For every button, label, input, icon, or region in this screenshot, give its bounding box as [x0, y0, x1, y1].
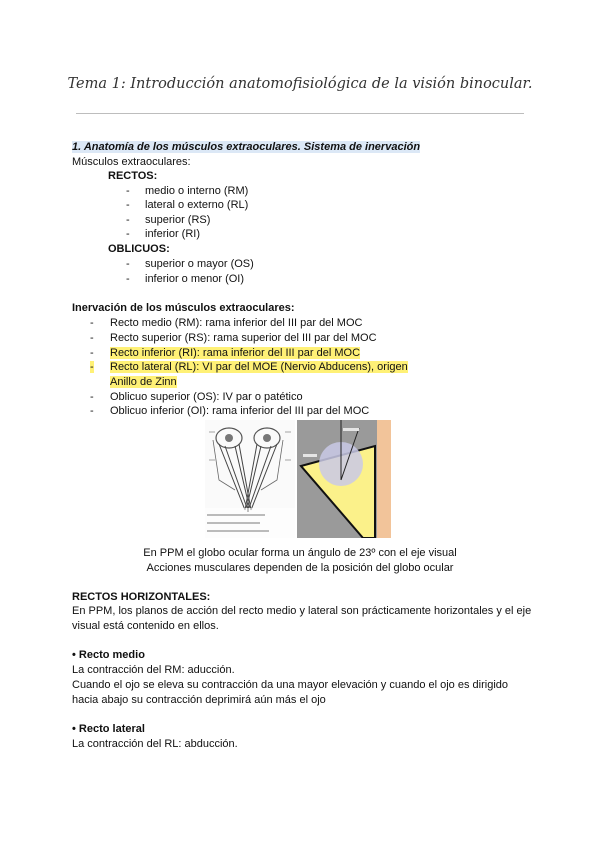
list-item: - [126, 273, 130, 285]
recto-medio-heading: • Recto medio [72, 649, 145, 661]
oblicuos-label-wrap: OBLICUOS: [108, 243, 170, 255]
inervacion-item-highlighted: Recto lateral (RL): VI par del MOE (Nervio Abducens), origen [110, 361, 408, 373]
figure-caption-line-1: En PPM el globo ocular forma un ángulo de 23º con el eje visual [143, 547, 457, 559]
list-item: - [90, 361, 94, 373]
list-item: - [90, 405, 94, 417]
inervacion-item: Recto superior (RS): rama superior del III par del MOC [110, 332, 377, 344]
angle-illustration [297, 420, 391, 538]
section-heading: 1. Anatomía de los músculos extraoculares. Sistema de inervación [72, 141, 421, 153]
inervacion-item: Recto medio (RM): rama inferior del III par del MOC [110, 317, 363, 329]
oblicuos-label: OBLICUOS [108, 243, 167, 255]
gaze-angle-diagram [297, 420, 391, 538]
rectos-label: RECTOS [108, 170, 154, 182]
list-item: - [126, 214, 130, 226]
inervacion-item-highlighted: Anillo de Zinn [110, 376, 177, 388]
inervacion-item: Oblicuo superior (OS): IV par o patético [110, 391, 303, 403]
rectos-item: lateral o externo (RL) [145, 199, 249, 211]
page-title: Tema 1: Introducción anatomofisiológica de la visión binocular. [67, 76, 533, 92]
inervacion-item-wrap [110, 360, 408, 374]
oblicuos-item: inferior o menor (OI) [145, 273, 245, 285]
figure-caption-line-2: Acciones musculares dependen de la posición del globo ocular [146, 562, 454, 574]
recto-medio-line-1: La contracción del RM: aducción. [72, 664, 235, 676]
list-item: - [90, 347, 94, 359]
inervacion-item-wrap [110, 375, 177, 389]
list-item: - [90, 332, 94, 344]
title-divider [76, 113, 524, 114]
rectos-item: superior (RS) [145, 214, 211, 226]
rectos-item: inferior (RI) [145, 228, 201, 240]
list-item: - [90, 317, 94, 329]
recto-medio-line-2: Cuando el ojo se eleva su contracción da una mayor elevación y cuando el ojo es dirigido hacia abajo su contracción deprimirá aún más el ojo [72, 679, 508, 706]
rectos-item: medio o interno (RM) [145, 185, 249, 197]
list-item: - [126, 228, 130, 240]
list-item: - [126, 258, 130, 270]
recto-lateral-heading: • Recto lateral [72, 723, 145, 735]
list-item: - [90, 391, 94, 403]
inervacion-item-wrap [110, 346, 360, 360]
recto-lateral-line-1: La contracción del RL: abducción. [72, 738, 238, 750]
rectos-horizontales-text: En PPM, los planos de acción del recto medio y lateral son prácticamente horizontales y el eje visual está contenido en ellos. [72, 605, 532, 632]
list-item: - [126, 199, 130, 211]
inervacion-item: Oblicuo inferior (OI): rama inferior del III par del MOC [110, 405, 370, 417]
rectos-label-wrap: RECTOS: [108, 170, 158, 182]
eye-muscle-diagram [205, 420, 295, 538]
list-item: - [126, 185, 130, 197]
inervacion-heading: Inervación de los músculos extraoculares: [72, 302, 295, 314]
section-intro: Músculos extraoculares: [72, 156, 191, 168]
rectos-horizontales-heading: RECTOS HORIZONTALES: [72, 591, 211, 603]
inervacion-item-highlighted: Recto inferior (RI): rama inferior del III par del MOC [110, 347, 361, 359]
oblicuos-item: superior o mayor (OS) [145, 258, 254, 270]
eye-muscles-figure [205, 420, 391, 538]
muscle-sketch-illustration [205, 420, 295, 538]
section-heading-wrap [72, 140, 420, 154]
